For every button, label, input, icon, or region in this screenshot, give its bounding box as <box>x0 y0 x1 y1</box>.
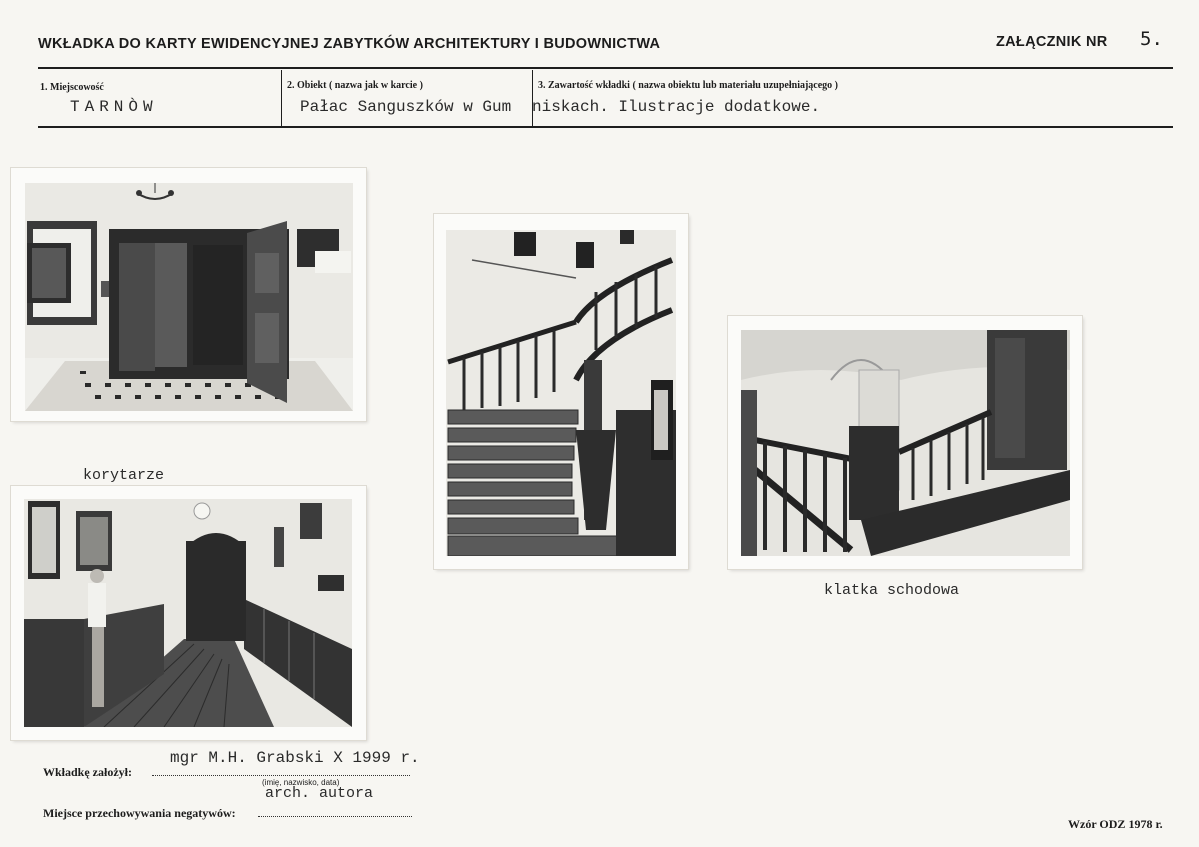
staircase-landing-image <box>741 330 1070 556</box>
corridor-hall-image <box>24 499 352 727</box>
form-version: Wzór ODZ 1978 r. <box>1068 817 1163 831</box>
staircase-spiral-image <box>446 230 676 556</box>
photo-corridor-doors <box>11 168 366 421</box>
author-value: mgr M.H. Grabski X 1999 r. <box>170 749 420 767</box>
form-title: WKŁADKA DO KARTY EWIDENCYJNEJ ZABYTKÓW ARCHITEKTURY I BUDOWNICTWA <box>38 36 661 52</box>
field1-value: TARNÒW <box>70 98 158 116</box>
author-dotted-line <box>152 775 410 776</box>
attachment-number: 5. <box>1140 28 1163 50</box>
field-divider-1 <box>281 70 282 128</box>
bottom-rule <box>38 126 1173 128</box>
author-hint: (imię, nazwisko, data) <box>262 778 340 787</box>
photo-corridor-hall <box>11 486 366 740</box>
caption-klatka-schodowa: klatka schodowa <box>824 582 960 599</box>
corridor-doors-image <box>25 183 353 411</box>
attachment-label: ZAŁĄCZNIK NR <box>996 34 1108 50</box>
top-rule <box>38 67 1173 69</box>
field3-value: niskach. Ilustracje dodatkowe. <box>532 98 821 116</box>
caption-korytarze: korytarze <box>83 467 165 484</box>
field2-value: Pałac Sanguszków w Gum <box>300 98 512 116</box>
negatives-dotted-line <box>258 816 412 817</box>
field3-label: 3. Zawartość wkładki ( nazwa obiektu lub materiału uzupełniającego ) <box>538 80 839 91</box>
negatives-label: Miejsce przechowywania negatywów: <box>43 806 236 820</box>
negatives-value: arch. autora <box>265 785 374 802</box>
photo-staircase-landing <box>728 316 1082 569</box>
author-label: Wkładkę założył: <box>43 765 132 779</box>
photo-staircase-spiral <box>434 214 688 569</box>
field1-label: 1. Miejscowość <box>40 82 104 93</box>
field2-label: 2. Obiekt ( nazwa jak w karcie ) <box>287 80 423 91</box>
